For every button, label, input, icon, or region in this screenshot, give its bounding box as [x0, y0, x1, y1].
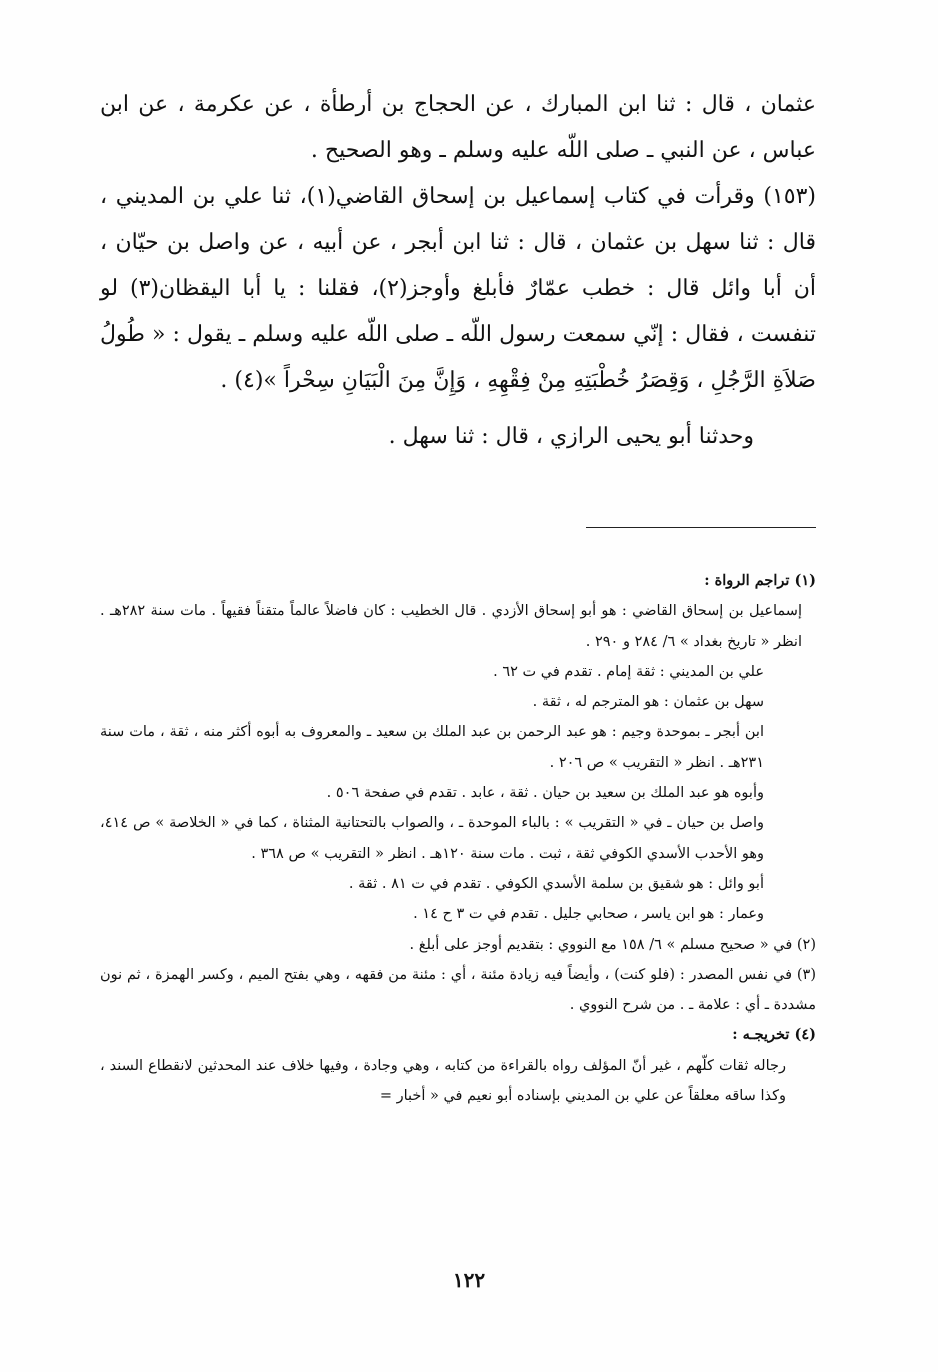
footnote-1-ismail: إسماعيل بن إسحاق القاضي : هو أبو إسحاق الأزدي . قال الخطيب : كان فاضلاً عالماً متقناً فقيهاً . مات سنة ٢٨٢هـ . انظر « تاريخ بغداد » ٦/ ٢٨٤ و ٢٩٠ . — [100, 603, 802, 650]
paragraph-continuation: عثمان ، قال : ثنا ابن المبارك ، عن الحجاج بن أرطأة ، عن عكرمة ، عن ابن عباس ، عن النبي ـ صلى اللّه عليه وسلم ـ وهو الصحيح . — [100, 92, 816, 163]
footnote-1-sahl: سهل بن عثمان : هو المترجم له ، ثقة . — [532, 694, 764, 711]
footnote-4-heading: (٤) تخريجـه : — [732, 1026, 816, 1044]
footnotes — [100, 566, 816, 1111]
page-number: ١٢٢ — [452, 1268, 486, 1292]
paragraph-hadith-153: (١٥٣) وقرأت في كتاب إسماعيل بن إسحاق القاضي(١)، ثنا علي بن المديني ، قال : ثنا سهل بن عثمان ، قال : ثنا ابن أبجر ، عن أبيه ، عن واصل بن حيّان ، أن أبا وائل قال : خطب عمّارٌ فأبلغ وأوجز(٢)، فقلنا : يا أبا اليقظان(٣) لو تنفست ، فقال : إنّي سمعت رسول اللّه ـ صلى اللّه عليه وسلم ـ يقول : « طُولُ صَلاَةِ الرَّجُلِ ، وَقِصَرُ خُطْبَتِهِ مِنْ فِقْهِهِ ، وَإِنَّ مِنَ الْبَيَانِ سِحْراً »(٤) . — [100, 184, 816, 393]
footnote-1-heading: (١) تراجم الرواة : — [704, 572, 816, 589]
main-text — [100, 82, 816, 460]
footnote-1-ammar: وعمار : هو ابن ياسر ، صحابي جليل . تقدم في ت ٣ ح ١٤ . — [413, 906, 764, 923]
footnote-1-ali: علي بن المديني : ثقة إمام . تقدم في ت ٦٢ . — [493, 663, 764, 680]
footnote-1-abjar: ابن أبجر ـ بموحدة وجيم : هو عبد الرحمن بن عبد الملك بن سعيد ـ والمعروف به أبوه أكثر منه ، ثقة ، مات سنة ٢٣١هـ . انظر « التقريب » ص ٢٠٦ . — [100, 724, 764, 771]
footnote-divider — [586, 527, 816, 528]
footnote-2: (٢) في « صحيح مسلم » ٦/ ١٥٨ مع النووي : بتقديم أوجز على أبلغ . — [409, 936, 816, 953]
footnote-1-wasil: واصل بن حيان ـ في « التقريب » : بالباء الموحدة ـ ، والصواب بالتحتانية المثناة ، كما في « الخلاصة » ص ٤١٤، وهو الأحدب الأسدي الكوفي ثقة ، ثبت . مات سنة ١٢٠هـ . انظر « التقريب » ص ٣٦٨ . — [100, 815, 764, 862]
footnote-3: (٣) في نفس المصدر : (فلو كنت) ، وأيضاً فيه زيادة مئنة ، أي : مئنة من فقهه ، وهي بفتح الميم ، وكسر الهمزة ، ثم نون مشددة ـ أي : علامة ـ . من شرح النووي . — [100, 966, 816, 1014]
footnote-4-text: رجاله ثقات كلّهم ، غير أنّ المؤلف رواه بالقراءة من كتابه ، وهي وجادة ، وفيها خلاف عند المحدثين لانقطاع السند ، وكذا ساقه معلقاً عن علي بن المديني بإسناده أبو نعيم في « أخبار = — [100, 1057, 786, 1105]
footnote-1-father: وأبوه هو عبد الملك بن سعيد بن حيان . ثقة ، عابد . تقدم في صفحة ٥٠٦ . — [326, 785, 764, 802]
paragraph-narration: وحدثنا أبو يحيى الرازي ، قال : ثنا سهل . — [388, 424, 754, 449]
footnote-1-abuwail: أبو وائل : هو شقيق بن سلمة الأسدي الكوفي . تقدم في ت ٨١ . ثقة . — [348, 875, 764, 892]
